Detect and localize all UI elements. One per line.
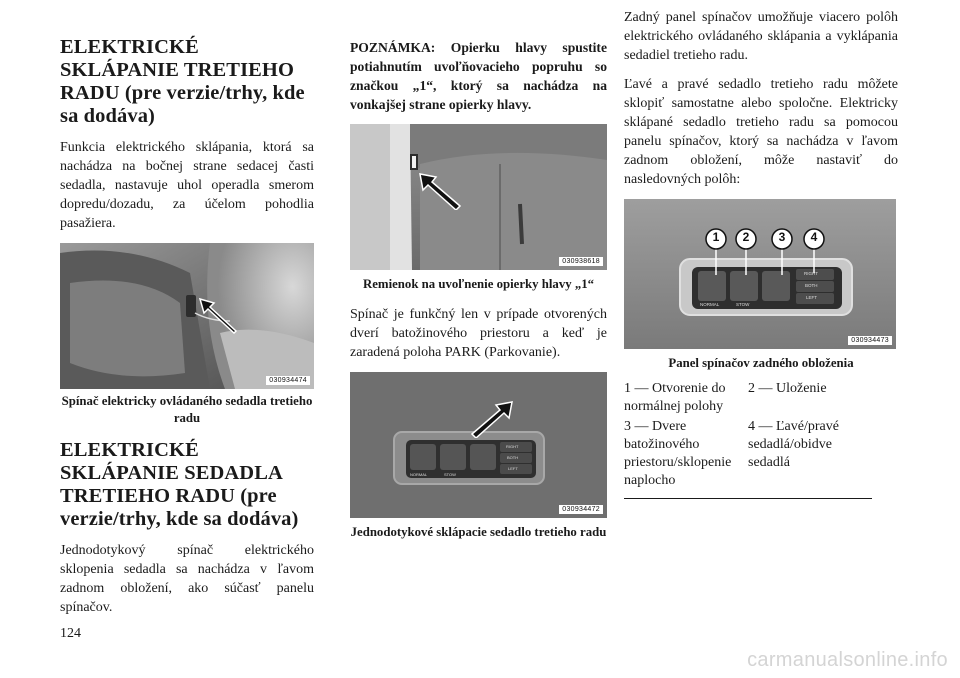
panel-label-right: RIGHT xyxy=(506,444,519,449)
figure-caption: Panel spínačov zadného obloženia xyxy=(668,356,854,370)
section-heading-power-fold: ELEKTRICKÉ SKLÁPANIE SEDADLA TRETIEHO RADU (pre verzie/trhy, kde sa dodáva) xyxy=(60,439,299,530)
panel-label-left: LEFT xyxy=(508,466,518,471)
paragraph-switch-condition: Spínač je funkčný len v prípade otvorených dverí batožinového priestoru a keď je zaradená poloha PARK (Parkovanie). xyxy=(350,307,607,360)
panel-label-right: RIGHT xyxy=(804,271,818,276)
panel-label-stow: STOW xyxy=(444,472,456,477)
photo-single-touch-panel xyxy=(350,372,607,518)
callout-4: 4 xyxy=(810,230,818,244)
panel-label-left: LEFT xyxy=(806,295,818,300)
arrow-icon xyxy=(470,398,516,438)
column-middle xyxy=(350,30,607,553)
photo-seat-recline-switch xyxy=(60,243,314,389)
figure-caption: Spínač elektricky ovládaného sedadla tretieho radu xyxy=(61,394,313,425)
figure-code: 030934474 xyxy=(266,376,310,385)
panel-label-both: BOTH xyxy=(507,455,519,460)
panel-label-normal: NORMAL xyxy=(410,472,428,477)
callout-1: 1 xyxy=(712,230,720,244)
figure-code: 030938618 xyxy=(559,257,603,266)
figure-code: 030934472 xyxy=(559,505,603,514)
panel-label-normal: NORMAL xyxy=(700,302,720,307)
photo-rear-switch-panel xyxy=(624,199,896,349)
figure-caption: Jednodotykové sklápacie sedadlo tretieho radu xyxy=(350,525,607,539)
photo-headrest-strap xyxy=(350,124,607,270)
column-left xyxy=(60,30,314,627)
paragraph-rear-panel: Zadný panel spínačov umožňuje viacero polôh elektrického ovládaného sklápania a vyklápania sedadiel tretieho radu. xyxy=(624,10,898,63)
legend-item-2: 2 — Uloženie xyxy=(748,381,827,396)
paragraph-power-recline: Funkcia elektrického sklápania, ktorá sa nachádza na bočnej strane sedacej časti sedadla, nastavuje uhol operadla smerom dopredu/dozadu, za účelom pohodlia pasažiera. xyxy=(60,140,314,231)
arrow-icon xyxy=(196,295,240,335)
legend-item-3: 3 — Dvere batožinového priestoru/sklopenie naplocho xyxy=(624,419,732,488)
paragraph-fold-positions: Ľavé a pravé sedadlo tretieho radu môžete sklopiť samostatne alebo spoločne. Elektricky sklápané sedadlo tretieho radu sa pomocou panelu spínačov, ktorý sa nachádza v ľavom zadnom obložení, môže nastaviť do nasledovných polôh: xyxy=(624,77,898,187)
legend-table xyxy=(624,380,872,499)
watermark: carmanualsonline.info xyxy=(747,649,948,671)
legend-item-4: 4 — Ľavé/pravé sedadlá/obidve sedadlá xyxy=(748,419,839,470)
note-paragraph: POZNÁMKA: Opierku hlavy spustite potiahnutím uvoľňovacieho popruhu so značkou „1“, ktorý sa nachádza na vonkajšej strane opierky hlavy. xyxy=(350,40,607,112)
figure-code: 030934473 xyxy=(848,336,892,345)
page-number: 124 xyxy=(60,626,81,641)
arrow-icon xyxy=(416,170,462,210)
panel-label-stow: STOW xyxy=(736,302,750,307)
panel-label-both: BOTH xyxy=(805,283,818,288)
figure-caption: Remienok na uvoľnenie opierky hlavy „1“ xyxy=(362,277,595,291)
legend-item-1: 1 — Otvorenie do normálnej polohy xyxy=(624,381,726,414)
paragraph-power-fold: Jednodotykový spínač elektrického sklopenia sedadla sa nachádza v ľavom zadnom obložení, ako súčasť panelu spínačov. xyxy=(60,543,314,615)
column-right xyxy=(624,8,898,499)
callout-3: 3 xyxy=(778,230,786,244)
section-heading-power-recline: ELEKTRICKÉ SKLÁPANIE TRETIEHO RADU (pre verzie/trhy, kde sa dodáva) xyxy=(60,36,305,127)
callout-2: 2 xyxy=(742,230,750,244)
